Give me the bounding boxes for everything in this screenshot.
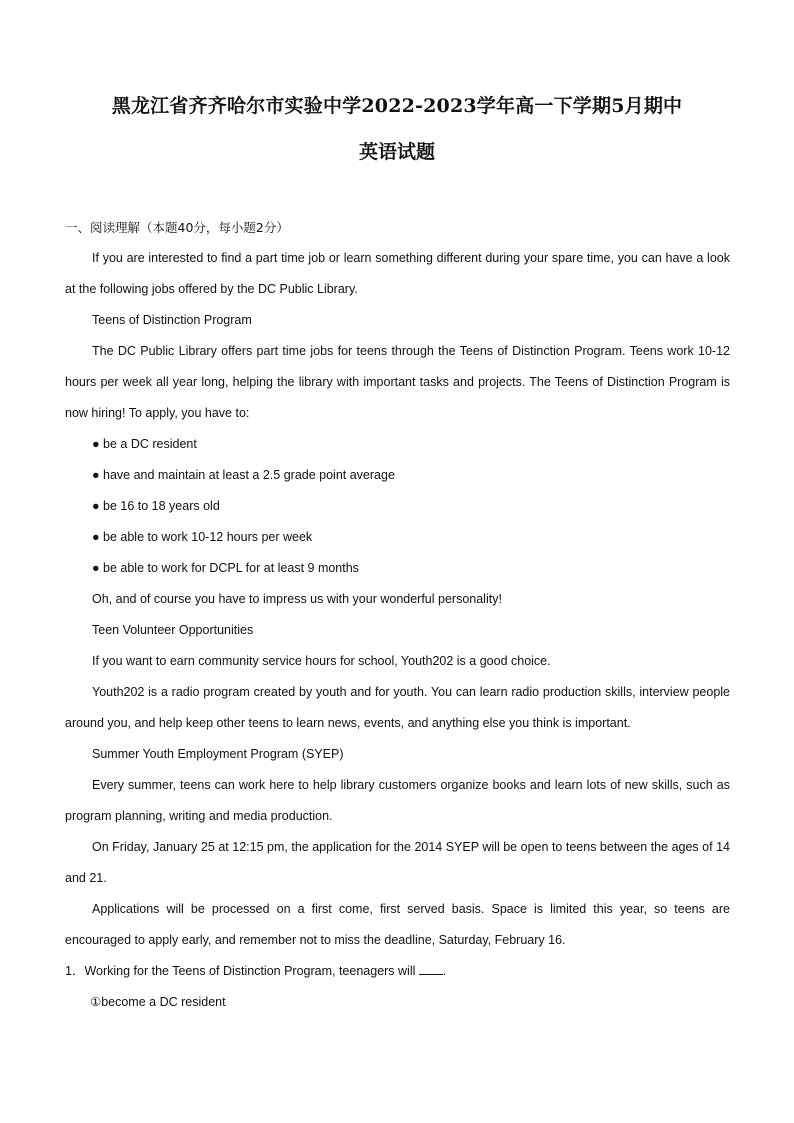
paragraph-personality: Oh, and of course you have to impress us with your wonderful personality!: [92, 592, 502, 606]
bullet-item: ● be a DC resident: [92, 437, 197, 451]
question-1-text: 1．Working for the Teens of Distinction Program, teenagers will: [65, 964, 416, 978]
title-line-1: 黑龙江省齐齐哈尔市实验中学2022-2023学年高一下学期5月期中: [111, 95, 683, 117]
heading-teens-of-distinction: Teens of Distinction Program: [92, 313, 252, 327]
section-heading-reading: 一、阅读理解（本题40分，每小题2分）: [65, 220, 289, 235]
document-body: [65, 212, 730, 1018]
paragraph-teens-of-distinction: The DC Public Library offers part time jobs for teens through the Teens of Distinction Program. Teens work 10-12 hours per week all year long, helping the library with important tasks and projects. The Teens of Distinction Program is now hiring! To apply, you have to:: [65, 344, 730, 420]
paragraph-intro: If you are interested to find a part time job or learn something different during your spare time, you can have a look at the following jobs offered by the DC Public Library.: [65, 251, 730, 296]
paragraph-volunteer-1: If you want to earn community service hours for school, Youth202 is a good choice.: [92, 654, 551, 668]
document-title: [0, 92, 794, 166]
bullet-item: ● have and maintain at least a 2.5 grade point average: [92, 468, 395, 482]
question-1-end: .: [442, 964, 447, 978]
title-line-2: 英语试题: [358, 141, 435, 163]
bullet-item: ● be able to work for DCPL for at least 9 months: [92, 561, 359, 575]
paragraph-volunteer-2: Youth202 is a radio program created by youth and for youth. You can learn radio production skills, interview people around you, and help keep other teens to learn news, events, and anything else you think is important.: [65, 685, 730, 730]
bullet-item: ● be 16 to 18 years old: [92, 499, 220, 513]
question-1-option-1: ①become a DC resident: [90, 995, 226, 1009]
heading-syep: Summer Youth Employment Program (SYEP): [92, 747, 344, 761]
paragraph-syep-3: Applications will be processed on a first come, first served basis. Space is limited this year, so teens are encouraged to apply early, and remember not to miss the deadline, Saturday, February 16.: [65, 902, 730, 947]
question-1: [65, 956, 730, 987]
bullet-item: ● be able to work 10-12 hours per week: [92, 530, 313, 544]
answer-blank[interactable]: [419, 962, 443, 975]
paragraph-syep-1: Every summer, teens can work here to help library customers organize books and learn lots of new skills, such as program planning, writing and media production.: [65, 778, 730, 823]
heading-teen-volunteer: Teen Volunteer Opportunities: [92, 623, 254, 637]
paragraph-syep-2: On Friday, January 25 at 12:15 pm, the application for the 2014 SYEP will be open to teens between the ages of 14 and 21.: [65, 840, 730, 885]
